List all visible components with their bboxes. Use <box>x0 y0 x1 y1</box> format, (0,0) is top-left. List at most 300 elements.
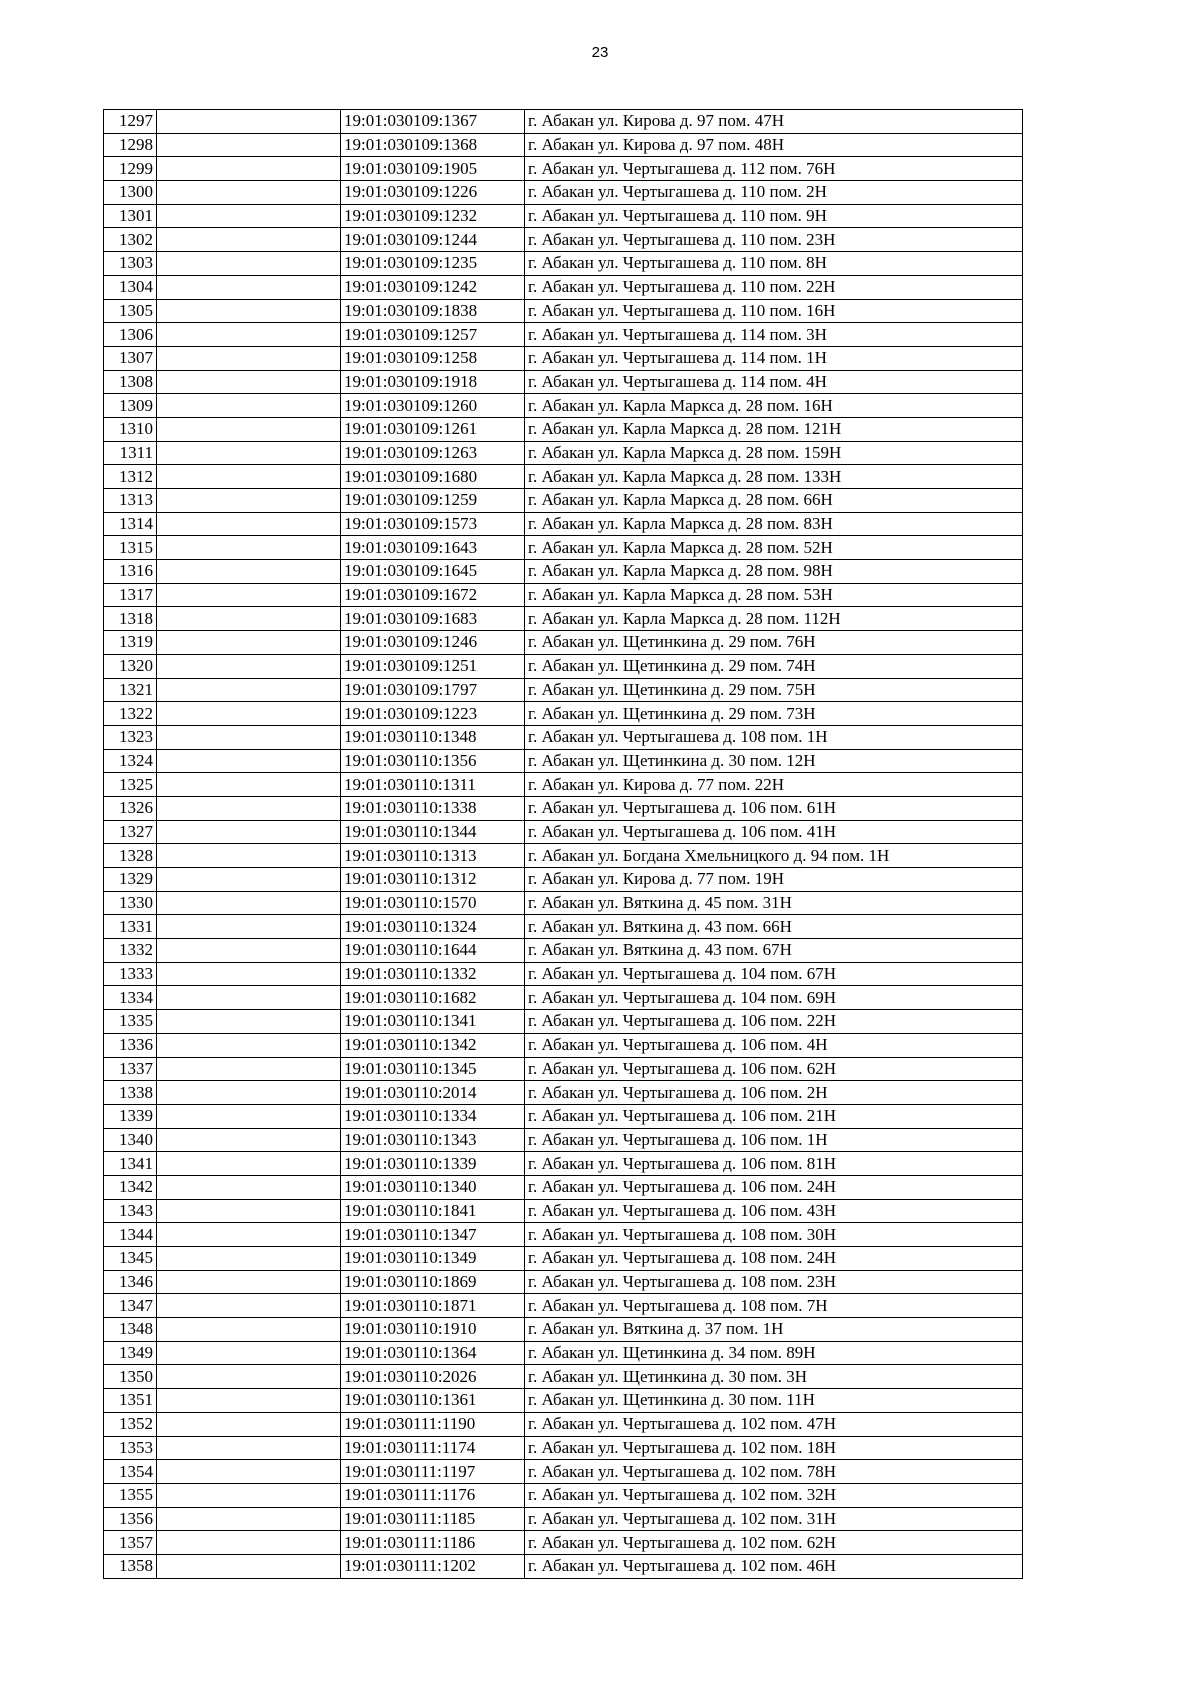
empty-cell <box>157 1341 341 1365</box>
cadastral-number-cell: 19:01:030109:1573 <box>341 512 525 536</box>
table-row <box>104 1223 1023 1247</box>
cadastral-number-cell: 19:01:030110:1334 <box>341 1104 525 1128</box>
address-cell: г. Абакан ул. Щетинкина д. 30 пом. 3Н <box>525 1365 1023 1389</box>
table-row <box>104 796 1023 820</box>
table-row <box>104 1318 1023 1342</box>
empty-cell <box>157 1128 341 1152</box>
empty-cell <box>157 986 341 1010</box>
address-cell: г. Абакан ул. Чертыгашева д. 106 пом. 4Н <box>525 1033 1023 1057</box>
address-cell: г. Абакан ул. Чертыгашева д. 110 пом. 2Н <box>525 181 1023 205</box>
cadastral-number-cell: 19:01:030109:1643 <box>341 536 525 560</box>
empty-cell <box>157 512 341 536</box>
address-cell: г. Абакан ул. Вяткина д. 37 пом. 1Н <box>525 1318 1023 1342</box>
row-number-cell: 1357 <box>104 1531 157 1555</box>
table-row <box>104 891 1023 915</box>
empty-cell <box>157 346 341 370</box>
row-number-cell: 1297 <box>104 110 157 134</box>
cadastral-number-cell: 19:01:030109:1918 <box>341 370 525 394</box>
empty-cell <box>157 204 341 228</box>
address-cell: г. Абакан ул. Чертыгашева д. 108 пом. 24Н <box>525 1247 1023 1271</box>
address-cell: г. Абакан ул. Чертыгашева д. 102 пом. 32Н <box>525 1483 1023 1507</box>
cadastral-number-cell: 19:01:030109:1905 <box>341 157 525 181</box>
row-number-cell: 1351 <box>104 1389 157 1413</box>
cadastral-number-cell: 19:01:030110:1910 <box>341 1318 525 1342</box>
table-row <box>104 1010 1023 1034</box>
cadastral-number-cell: 19:01:030111:1174 <box>341 1436 525 1460</box>
cadastral-number-cell: 19:01:030110:1349 <box>341 1247 525 1271</box>
cadastral-number-cell: 19:01:030109:1246 <box>341 631 525 655</box>
cadastral-number-cell: 19:01:030110:1341 <box>341 1010 525 1034</box>
address-cell: г. Абакан ул. Карла Маркса д. 28 пом. 159Н <box>525 441 1023 465</box>
empty-cell <box>157 1460 341 1484</box>
cadastral-number-cell: 19:01:030110:1311 <box>341 773 525 797</box>
registry-table-body <box>104 110 1023 1579</box>
row-number-cell: 1347 <box>104 1294 157 1318</box>
address-cell: г. Абакан ул. Карла Маркса д. 28 пом. 98Н <box>525 560 1023 584</box>
table-row <box>104 1175 1023 1199</box>
cadastral-number-cell: 19:01:030111:1185 <box>341 1507 525 1531</box>
row-number-cell: 1329 <box>104 868 157 892</box>
empty-cell <box>157 891 341 915</box>
cadastral-number-cell: 19:01:030110:1871 <box>341 1294 525 1318</box>
table-row <box>104 1531 1023 1555</box>
address-cell: г. Абакан ул. Чертыгашева д. 114 пом. 3Н <box>525 323 1023 347</box>
cadastral-number-cell: 19:01:030109:1368 <box>341 133 525 157</box>
cadastral-number-cell: 19:01:030109:1645 <box>341 560 525 584</box>
table-row <box>104 275 1023 299</box>
address-cell: г. Абакан ул. Чертыгашева д. 112 пом. 76Н <box>525 157 1023 181</box>
address-cell: г. Абакан ул. Чертыгашева д. 110 пом. 22Н <box>525 275 1023 299</box>
table-row <box>104 915 1023 939</box>
address-cell: г. Абакан ул. Щетинкина д. 29 пом. 74Н <box>525 654 1023 678</box>
address-cell: г. Абакан ул. Чертыгашева д. 104 пом. 69Н <box>525 986 1023 1010</box>
table-row <box>104 1412 1023 1436</box>
cadastral-number-cell: 19:01:030109:1680 <box>341 465 525 489</box>
table-row <box>104 489 1023 513</box>
row-number-cell: 1326 <box>104 796 157 820</box>
table-row <box>104 1033 1023 1057</box>
cadastral-number-cell: 19:01:030109:1263 <box>341 441 525 465</box>
cadastral-number-cell: 19:01:030109:1838 <box>341 299 525 323</box>
address-cell: г. Абакан ул. Чертыгашева д. 106 пом. 62Н <box>525 1057 1023 1081</box>
table-row <box>104 1270 1023 1294</box>
row-number-cell: 1339 <box>104 1104 157 1128</box>
address-cell: г. Абакан ул. Чертыгашева д. 110 пом. 23Н <box>525 228 1023 252</box>
empty-cell <box>157 1554 341 1578</box>
table-row <box>104 1152 1023 1176</box>
address-cell: г. Абакан ул. Карла Маркса д. 28 пом. 112Н <box>525 607 1023 631</box>
cadastral-number-cell: 19:01:030109:1257 <box>341 323 525 347</box>
cadastral-number-cell: 19:01:030110:1339 <box>341 1152 525 1176</box>
table-row <box>104 299 1023 323</box>
row-number-cell: 1355 <box>104 1483 157 1507</box>
empty-cell <box>157 1247 341 1271</box>
empty-cell <box>157 275 341 299</box>
cadastral-number-cell: 19:01:030110:1312 <box>341 868 525 892</box>
row-number-cell: 1340 <box>104 1128 157 1152</box>
cadastral-number-cell: 19:01:030110:1682 <box>341 986 525 1010</box>
empty-cell <box>157 1104 341 1128</box>
cadastral-number-cell: 19:01:030110:1869 <box>341 1270 525 1294</box>
row-number-cell: 1317 <box>104 583 157 607</box>
table-row <box>104 323 1023 347</box>
table-row <box>104 1483 1023 1507</box>
address-cell: г. Абакан ул. Чертыгашева д. 114 пом. 4Н <box>525 370 1023 394</box>
cadastral-number-cell: 19:01:030111:1186 <box>341 1531 525 1555</box>
empty-cell <box>157 631 341 655</box>
address-cell: г. Абакан ул. Чертыгашева д. 110 пом. 16Н <box>525 299 1023 323</box>
table-row <box>104 1554 1023 1578</box>
row-number-cell: 1323 <box>104 725 157 749</box>
row-number-cell: 1309 <box>104 394 157 418</box>
empty-cell <box>157 252 341 276</box>
cadastral-number-cell: 19:01:030109:1367 <box>341 110 525 134</box>
cadastral-number-cell: 19:01:030110:1364 <box>341 1341 525 1365</box>
row-number-cell: 1356 <box>104 1507 157 1531</box>
table-row <box>104 1341 1023 1365</box>
table-row <box>104 678 1023 702</box>
table-row <box>104 1436 1023 1460</box>
table-row <box>104 512 1023 536</box>
cadastral-number-cell: 19:01:030109:1226 <box>341 181 525 205</box>
table-row <box>104 394 1023 418</box>
empty-cell <box>157 773 341 797</box>
row-number-cell: 1320 <box>104 654 157 678</box>
row-number-cell: 1325 <box>104 773 157 797</box>
cadastral-number-cell: 19:01:030110:1356 <box>341 749 525 773</box>
empty-cell <box>157 1270 341 1294</box>
address-cell: г. Абакан ул. Кирова д. 77 пом. 19Н <box>525 868 1023 892</box>
address-cell: г. Абакан ул. Чертыгашева д. 102 пом. 31Н <box>525 1507 1023 1531</box>
row-number-cell: 1319 <box>104 631 157 655</box>
table-row <box>104 1460 1023 1484</box>
address-cell: г. Абакан ул. Чертыгашева д. 102 пом. 46Н <box>525 1554 1023 1578</box>
address-cell: г. Абакан ул. Щетинкина д. 30 пом. 11Н <box>525 1389 1023 1413</box>
address-cell: г. Абакан ул. Щетинкина д. 29 пом. 73Н <box>525 702 1023 726</box>
table-row <box>104 939 1023 963</box>
address-cell: г. Абакан ул. Чертыгашева д. 108 пом. 23Н <box>525 1270 1023 1294</box>
empty-cell <box>157 820 341 844</box>
table-row <box>104 1294 1023 1318</box>
table-row <box>104 465 1023 489</box>
table-row <box>104 583 1023 607</box>
cadastral-number-cell: 19:01:030110:1340 <box>341 1175 525 1199</box>
cadastral-number-cell: 19:01:030111:1202 <box>341 1554 525 1578</box>
cadastral-number-cell: 19:01:030109:1235 <box>341 252 525 276</box>
table-row <box>104 1128 1023 1152</box>
address-cell: г. Абакан ул. Вяткина д. 45 пом. 31Н <box>525 891 1023 915</box>
row-number-cell: 1315 <box>104 536 157 560</box>
address-cell: г. Абакан ул. Кирова д. 97 пом. 48Н <box>525 133 1023 157</box>
row-number-cell: 1308 <box>104 370 157 394</box>
row-number-cell: 1349 <box>104 1341 157 1365</box>
cadastral-number-cell: 19:01:030109:1251 <box>341 654 525 678</box>
empty-cell <box>157 1152 341 1176</box>
cadastral-number-cell: 19:01:030109:1258 <box>341 346 525 370</box>
address-cell: г. Абакан ул. Чертыгашева д. 102 пом. 62Н <box>525 1531 1023 1555</box>
empty-cell <box>157 702 341 726</box>
row-number-cell: 1301 <box>104 204 157 228</box>
address-cell: г. Абакан ул. Чертыгашева д. 102 пом. 78Н <box>525 1460 1023 1484</box>
row-number-cell: 1335 <box>104 1010 157 1034</box>
empty-cell <box>157 725 341 749</box>
table-row <box>104 133 1023 157</box>
address-cell: г. Абакан ул. Кирова д. 97 пом. 47Н <box>525 110 1023 134</box>
table-row <box>104 441 1023 465</box>
empty-cell <box>157 370 341 394</box>
row-number-cell: 1345 <box>104 1247 157 1271</box>
table-row <box>104 204 1023 228</box>
empty-cell <box>157 1531 341 1555</box>
table-row <box>104 1104 1023 1128</box>
address-cell: г. Абакан ул. Карла Маркса д. 28 пом. 121Н <box>525 417 1023 441</box>
cadastral-number-cell: 19:01:030109:1244 <box>341 228 525 252</box>
empty-cell <box>157 607 341 631</box>
table-row <box>104 181 1023 205</box>
row-number-cell: 1348 <box>104 1318 157 1342</box>
table-row <box>104 725 1023 749</box>
row-number-cell: 1353 <box>104 1436 157 1460</box>
table-row <box>104 631 1023 655</box>
table-row <box>104 1057 1023 1081</box>
cadastral-number-cell: 19:01:030111:1197 <box>341 1460 525 1484</box>
empty-cell <box>157 1483 341 1507</box>
row-number-cell: 1344 <box>104 1223 157 1247</box>
address-cell: г. Абакан ул. Чертыгашева д. 108 пом. 7Н <box>525 1294 1023 1318</box>
address-cell: г. Абакан ул. Карла Маркса д. 28 пом. 83Н <box>525 512 1023 536</box>
empty-cell <box>157 1199 341 1223</box>
table-row <box>104 370 1023 394</box>
cadastral-number-cell: 19:01:030110:1644 <box>341 939 525 963</box>
address-cell: г. Абакан ул. Карла Маркса д. 28 пом. 133Н <box>525 465 1023 489</box>
row-number-cell: 1302 <box>104 228 157 252</box>
address-cell: г. Абакан ул. Щетинкина д. 30 пом. 12Н <box>525 749 1023 773</box>
row-number-cell: 1342 <box>104 1175 157 1199</box>
row-number-cell: 1305 <box>104 299 157 323</box>
address-cell: г. Абакан ул. Кирова д. 77 пом. 22Н <box>525 773 1023 797</box>
empty-cell <box>157 489 341 513</box>
empty-cell <box>157 678 341 702</box>
row-number-cell: 1333 <box>104 962 157 986</box>
empty-cell <box>157 1057 341 1081</box>
cadastral-number-cell: 19:01:030110:1347 <box>341 1223 525 1247</box>
row-number-cell: 1343 <box>104 1199 157 1223</box>
row-number-cell: 1332 <box>104 939 157 963</box>
table-row <box>104 844 1023 868</box>
cadastral-number-cell: 19:01:030110:1332 <box>341 962 525 986</box>
table-row <box>104 749 1023 773</box>
empty-cell <box>157 394 341 418</box>
row-number-cell: 1318 <box>104 607 157 631</box>
empty-cell <box>157 749 341 773</box>
table-row <box>104 560 1023 584</box>
address-cell: г. Абакан ул. Богдана Хмельницкого д. 94 пом. 1Н <box>525 844 1023 868</box>
row-number-cell: 1299 <box>104 157 157 181</box>
cadastral-number-cell: 19:01:030110:1348 <box>341 725 525 749</box>
row-number-cell: 1328 <box>104 844 157 868</box>
empty-cell <box>157 133 341 157</box>
row-number-cell: 1352 <box>104 1412 157 1436</box>
cadastral-number-cell: 19:01:030110:1313 <box>341 844 525 868</box>
cadastral-number-cell: 19:01:030111:1190 <box>341 1412 525 1436</box>
empty-cell <box>157 868 341 892</box>
row-number-cell: 1346 <box>104 1270 157 1294</box>
address-cell: г. Абакан ул. Чертыгашева д. 106 пом. 81Н <box>525 1152 1023 1176</box>
table-row <box>104 1247 1023 1271</box>
row-number-cell: 1303 <box>104 252 157 276</box>
cadastral-number-cell: 19:01:030110:1342 <box>341 1033 525 1057</box>
empty-cell <box>157 796 341 820</box>
address-cell: г. Абакан ул. Карла Маркса д. 28 пом. 16Н <box>525 394 1023 418</box>
empty-cell <box>157 441 341 465</box>
empty-cell <box>157 1365 341 1389</box>
cadastral-number-cell: 19:01:030110:2014 <box>341 1081 525 1105</box>
empty-cell <box>157 157 341 181</box>
row-number-cell: 1310 <box>104 417 157 441</box>
address-cell: г. Абакан ул. Чертыгашева д. 106 пом. 24Н <box>525 1175 1023 1199</box>
empty-cell <box>157 962 341 986</box>
page-number: 23 <box>591 44 609 61</box>
cadastral-number-cell: 19:01:030109:1683 <box>341 607 525 631</box>
empty-cell <box>157 1294 341 1318</box>
row-number-cell: 1331 <box>104 915 157 939</box>
address-cell: г. Абакан ул. Чертыгашева д. 106 пом. 41Н <box>525 820 1023 844</box>
row-number-cell: 1350 <box>104 1365 157 1389</box>
row-number-cell: 1306 <box>104 323 157 347</box>
cadastral-number-cell: 19:01:030109:1672 <box>341 583 525 607</box>
cadastral-number-cell: 19:01:030109:1242 <box>341 275 525 299</box>
address-cell: г. Абакан ул. Щетинкина д. 29 пом. 75Н <box>525 678 1023 702</box>
address-cell: г. Абакан ул. Чертыгашева д. 104 пом. 67Н <box>525 962 1023 986</box>
empty-cell <box>157 1081 341 1105</box>
table-row <box>104 868 1023 892</box>
cadastral-number-cell: 19:01:030110:1841 <box>341 1199 525 1223</box>
row-number-cell: 1354 <box>104 1460 157 1484</box>
row-number-cell: 1312 <box>104 465 157 489</box>
empty-cell <box>157 1507 341 1531</box>
table-row <box>104 252 1023 276</box>
row-number-cell: 1314 <box>104 512 157 536</box>
table-row <box>104 1081 1023 1105</box>
address-cell: г. Абакан ул. Вяткина д. 43 пом. 66Н <box>525 915 1023 939</box>
row-number-cell: 1358 <box>104 1554 157 1578</box>
table-row <box>104 607 1023 631</box>
empty-cell <box>157 915 341 939</box>
cadastral-number-cell: 19:01:030110:1324 <box>341 915 525 939</box>
cadastral-number-cell: 19:01:030111:1176 <box>341 1483 525 1507</box>
empty-cell <box>157 110 341 134</box>
address-cell: г. Абакан ул. Карла Маркса д. 28 пом. 53Н <box>525 583 1023 607</box>
cadastral-number-cell: 19:01:030109:1232 <box>341 204 525 228</box>
empty-cell <box>157 1033 341 1057</box>
empty-cell <box>157 654 341 678</box>
cadastral-number-cell: 19:01:030110:1345 <box>341 1057 525 1081</box>
table-row <box>104 654 1023 678</box>
address-cell: г. Абакан ул. Чертыгашева д. 106 пом. 43Н <box>525 1199 1023 1223</box>
table-row <box>104 417 1023 441</box>
table-row <box>104 110 1023 134</box>
address-cell: г. Абакан ул. Чертыгашева д. 106 пом. 21Н <box>525 1104 1023 1128</box>
row-number-cell: 1313 <box>104 489 157 513</box>
address-cell: г. Абакан ул. Чертыгашева д. 102 пом. 18Н <box>525 1436 1023 1460</box>
cadastral-number-cell: 19:01:030110:1361 <box>341 1389 525 1413</box>
address-cell: г. Абакан ул. Чертыгашева д. 110 пом. 9Н <box>525 204 1023 228</box>
address-cell: г. Абакан ул. Чертыгашева д. 108 пом. 30Н <box>525 1223 1023 1247</box>
address-cell: г. Абакан ул. Карла Маркса д. 28 пом. 52Н <box>525 536 1023 560</box>
row-number-cell: 1316 <box>104 560 157 584</box>
cadastral-number-cell: 19:01:030109:1259 <box>341 489 525 513</box>
empty-cell <box>157 1223 341 1247</box>
row-number-cell: 1300 <box>104 181 157 205</box>
row-number-cell: 1327 <box>104 820 157 844</box>
table-row <box>104 346 1023 370</box>
table-row <box>104 1389 1023 1413</box>
row-number-cell: 1311 <box>104 441 157 465</box>
cadastral-number-cell: 19:01:030110:1343 <box>341 1128 525 1152</box>
empty-cell <box>157 1436 341 1460</box>
address-cell: г. Абакан ул. Чертыгашева д. 114 пом. 1Н <box>525 346 1023 370</box>
empty-cell <box>157 536 341 560</box>
empty-cell <box>157 1412 341 1436</box>
row-number-cell: 1341 <box>104 1152 157 1176</box>
cadastral-number-cell: 19:01:030110:1338 <box>341 796 525 820</box>
row-number-cell: 1336 <box>104 1033 157 1057</box>
address-cell: г. Абакан ул. Чертыгашева д. 106 пом. 22Н <box>525 1010 1023 1034</box>
table-row <box>104 1507 1023 1531</box>
table-row <box>104 1365 1023 1389</box>
cadastral-number-cell: 19:01:030109:1260 <box>341 394 525 418</box>
address-cell: г. Абакан ул. Чертыгашева д. 108 пом. 1Н <box>525 725 1023 749</box>
table-row <box>104 1199 1023 1223</box>
property-registry-table <box>103 109 1023 1579</box>
empty-cell <box>157 323 341 347</box>
cadastral-number-cell: 19:01:030109:1223 <box>341 702 525 726</box>
row-number-cell: 1298 <box>104 133 157 157</box>
empty-cell <box>157 560 341 584</box>
address-cell: г. Абакан ул. Чертыгашева д. 106 пом. 61Н <box>525 796 1023 820</box>
table-row <box>104 962 1023 986</box>
empty-cell <box>157 1318 341 1342</box>
row-number-cell: 1307 <box>104 346 157 370</box>
empty-cell <box>157 1010 341 1034</box>
row-number-cell: 1337 <box>104 1057 157 1081</box>
empty-cell <box>157 1389 341 1413</box>
row-number-cell: 1330 <box>104 891 157 915</box>
row-number-cell: 1322 <box>104 702 157 726</box>
address-cell: г. Абакан ул. Чертыгашева д. 110 пом. 8Н <box>525 252 1023 276</box>
address-cell: г. Абакан ул. Щетинкина д. 29 пом. 76Н <box>525 631 1023 655</box>
address-cell: г. Абакан ул. Карла Маркса д. 28 пом. 66Н <box>525 489 1023 513</box>
empty-cell <box>157 228 341 252</box>
row-number-cell: 1304 <box>104 275 157 299</box>
row-number-cell: 1338 <box>104 1081 157 1105</box>
empty-cell <box>157 299 341 323</box>
address-cell: г. Абакан ул. Чертыгашева д. 106 пом. 2Н <box>525 1081 1023 1105</box>
cadastral-number-cell: 19:01:030110:2026 <box>341 1365 525 1389</box>
empty-cell <box>157 583 341 607</box>
cadastral-number-cell: 19:01:030109:1261 <box>341 417 525 441</box>
empty-cell <box>157 939 341 963</box>
empty-cell <box>157 1175 341 1199</box>
empty-cell <box>157 465 341 489</box>
address-cell: г. Абакан ул. Чертыгашева д. 106 пом. 1Н <box>525 1128 1023 1152</box>
table-row <box>104 536 1023 560</box>
empty-cell <box>157 181 341 205</box>
cadastral-number-cell: 19:01:030109:1797 <box>341 678 525 702</box>
table-row <box>104 986 1023 1010</box>
table-row <box>104 702 1023 726</box>
empty-cell <box>157 417 341 441</box>
